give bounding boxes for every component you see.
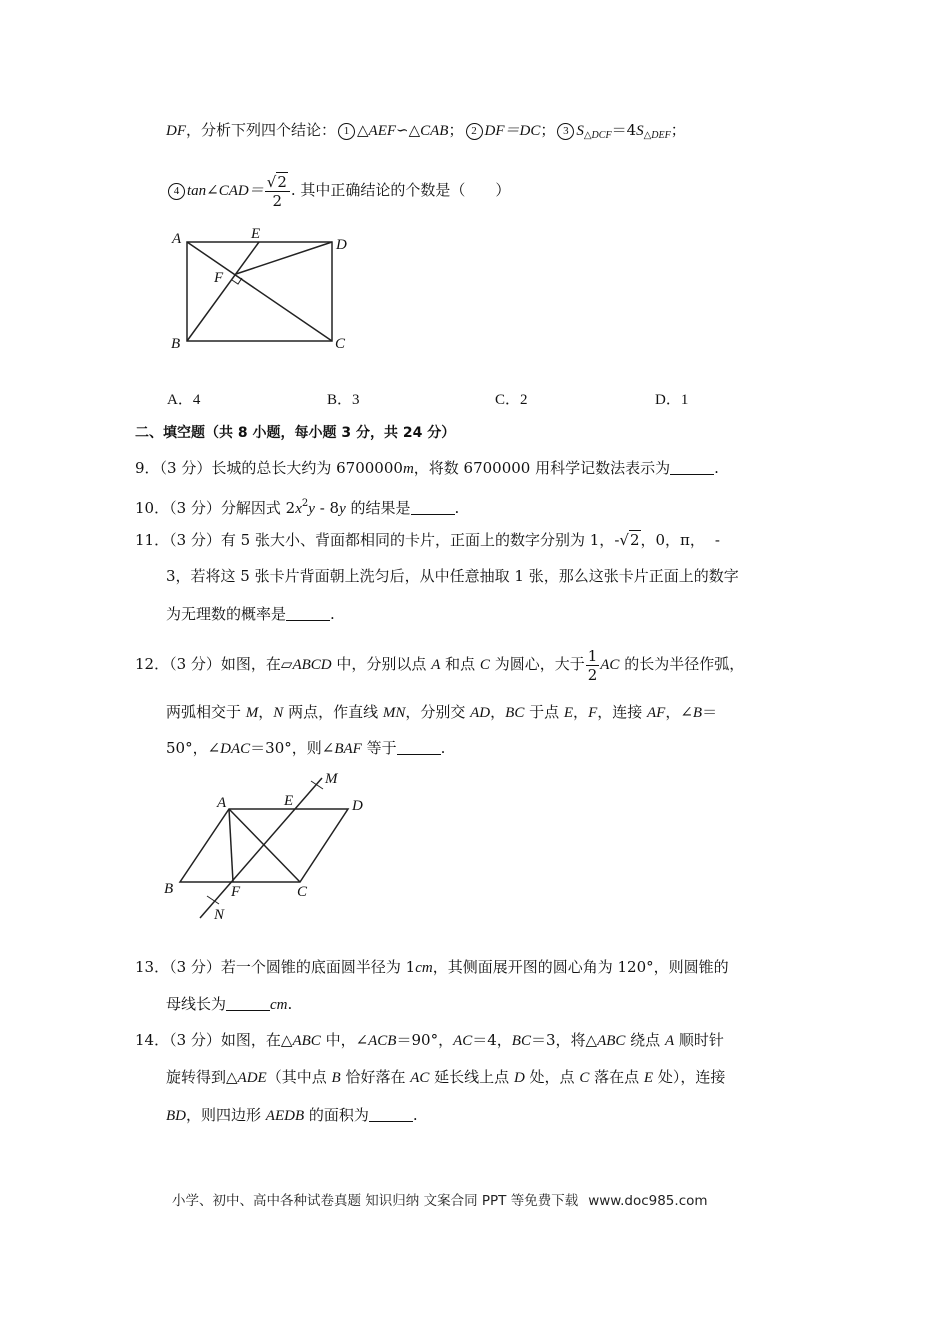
q13-unit: cm <box>415 960 433 976</box>
q14-text: 如图，在△ <box>220 1031 293 1049</box>
q8-intro-text: ，分析下列四个结论： <box>186 121 337 139</box>
q12-e: E <box>563 705 574 721</box>
q14-ade: ADE <box>237 1070 267 1086</box>
q12-b: B <box>692 705 703 721</box>
question-12-line-3 <box>166 738 445 759</box>
diagonal-ac <box>229 809 300 882</box>
question-14-line-2 <box>166 1067 725 1088</box>
q12-text: ＝ <box>702 703 718 721</box>
q12-mn: MN <box>382 705 406 721</box>
denominator: 2 <box>272 191 283 210</box>
period: . <box>330 605 335 623</box>
q10-text-b: 的结果是 <box>345 499 411 517</box>
q11-text: 有 5 张大小、背面都相同的卡片，正面上的数字分别为 1， <box>220 531 615 549</box>
q12-text: 于点 <box>524 703 564 721</box>
circled-3-icon: 3 <box>557 123 574 140</box>
question-11-line-2: 3，若将这 5 张卡片背面朝上洗匀后，从中任意抽取 1 张，那么这张卡片正面上的数字 <box>166 567 739 585</box>
q11-number: 11． <box>135 531 170 549</box>
radicand: 2 <box>277 172 287 191</box>
q12-text: 为圆心，大于 <box>489 655 585 673</box>
q9-score: （3 分） <box>159 459 212 477</box>
label-e: E <box>284 793 294 809</box>
q12-dac: DAC <box>220 741 251 757</box>
q12-c: C <box>479 657 490 673</box>
q12-text: 50°，∠ <box>166 739 221 757</box>
conclusion-3-sub1: △DCF <box>583 130 612 141</box>
question-12-line-2 <box>166 702 717 723</box>
q12-parallelogram-figure <box>155 765 380 930</box>
q13-number: 13． <box>135 958 170 976</box>
q9-text-b: ，将数 6700000 用科学记数法表示为 <box>413 459 671 477</box>
q14-text: 落在点 <box>589 1068 644 1086</box>
label-f: F <box>214 270 224 286</box>
q12-text: ，连接 <box>597 703 648 721</box>
conclusion-3-sub2: △DEF <box>643 130 671 141</box>
q12-baf: BAF <box>334 741 362 757</box>
conclusion-2: DF＝DC <box>484 123 541 139</box>
q12-text: ＝30°，则∠ <box>250 739 335 757</box>
q14-a: A <box>664 1033 675 1049</box>
q14-text: ＝3，将△ <box>530 1031 598 1049</box>
label-a: A <box>217 795 227 811</box>
q14-text: （其中点 <box>266 1068 332 1086</box>
q8-conclusions-line-1 <box>166 120 686 146</box>
period: . <box>287 995 293 1013</box>
q14-text: 处，点 <box>524 1068 580 1086</box>
line-af <box>229 809 233 882</box>
q9-text: 长城的总长大约为 6700000 <box>211 459 403 477</box>
q12-text: ，∠ <box>665 703 693 721</box>
question-9 <box>135 458 719 479</box>
q14-text: 顺时针 <box>674 1031 724 1049</box>
q14-bc: BC <box>511 1033 531 1049</box>
q10-text: 分解因式 2 <box>220 499 296 517</box>
q11-score: （3 分） <box>169 531 221 549</box>
q14-text: 旋转得到△ <box>166 1068 238 1086</box>
q12-text: ，分别交 <box>405 703 471 721</box>
q12-text: 两弧相交于 <box>166 703 246 721</box>
q14-abc: ABC <box>597 1033 626 1049</box>
q10-var-x: x <box>295 501 302 517</box>
label-d: D <box>352 798 363 814</box>
q13-text-b: ，其侧面展开图的圆心角为 120°，则圆锥的 <box>432 958 729 976</box>
q12-ad: AD <box>470 705 491 721</box>
q12-a: A <box>431 657 441 673</box>
q12-ac: AC <box>600 657 620 673</box>
label-m: M <box>325 771 338 787</box>
q12-answer-blank[interactable] <box>397 740 441 755</box>
period: . <box>714 459 719 477</box>
circled-4-icon: 4 <box>168 183 185 200</box>
half-fraction <box>586 647 600 684</box>
q12-text: 等于 <box>361 739 397 757</box>
conclusion-3-s2: S <box>636 123 644 139</box>
label-d: D <box>336 237 347 253</box>
question-11-line-1 <box>135 530 720 550</box>
q14-text: 绕点 <box>625 1031 665 1049</box>
q14-ac: AC <box>410 1070 430 1086</box>
separator: ； <box>670 121 686 139</box>
label-b: B <box>164 881 174 897</box>
minus-sign: - <box>614 531 620 549</box>
q14-e: E <box>643 1070 654 1086</box>
line-be <box>187 242 259 341</box>
conclusion-3-s1: S <box>576 123 584 139</box>
label-c: C <box>297 884 308 900</box>
question-13-line-1 <box>135 957 729 978</box>
q14-text: 中，∠ <box>320 1031 369 1049</box>
circled-1-icon: 1 <box>338 123 355 140</box>
period: . <box>412 1106 418 1124</box>
label-c: C <box>335 336 346 352</box>
q8-conclusions-line-2 <box>166 172 510 210</box>
period: . <box>440 739 446 757</box>
q12-text: ， <box>258 703 274 721</box>
q10-exponent: 2 <box>301 498 309 509</box>
q12-text: 如图，在 <box>220 655 281 673</box>
q14-text: 延长线上点 <box>429 1068 514 1086</box>
q12-abcd: ABCD <box>292 657 332 673</box>
question-13-line-2 <box>166 994 292 1015</box>
q12-text: ， <box>573 703 589 721</box>
q12-n: N <box>273 705 284 721</box>
q12-number: 12． <box>135 655 170 673</box>
label-b: B <box>171 336 181 352</box>
q12-bc: BC <box>505 705 525 721</box>
q14-text: ＝90°， <box>396 1031 454 1049</box>
denominator: 2 <box>587 665 598 684</box>
q12-m: M <box>245 705 259 721</box>
separator: ； <box>540 121 556 139</box>
question-11-line-3 <box>166 604 335 624</box>
minus-sign: - <box>714 531 720 549</box>
q8-rectangle-figure <box>160 220 360 360</box>
separator: ； <box>448 121 464 139</box>
q10-score: （3 分） <box>169 499 221 517</box>
q12-text: ， <box>490 703 506 721</box>
option-b[interactable]: B．3 <box>327 392 360 408</box>
numerator: 1 <box>587 646 598 665</box>
question-12-line-1 <box>135 646 744 684</box>
q14-bd: BD <box>166 1108 186 1124</box>
option-c[interactable]: C．2 <box>495 392 528 408</box>
q11-text-b: ，0，π， <box>640 531 705 549</box>
q14-c: C <box>579 1070 590 1086</box>
sqrt2-over-2-fraction <box>265 173 290 210</box>
q14-b: B <box>331 1070 341 1086</box>
q9-unit: m <box>402 461 414 477</box>
q14-answer-blank[interactable] <box>369 1107 413 1122</box>
q12-text: 的长为半径作弧， <box>619 655 745 673</box>
q10-answer-blank[interactable] <box>411 500 455 515</box>
option-a[interactable]: A．4 <box>167 392 201 408</box>
q14-text: ，则四边形 <box>186 1106 266 1124</box>
label-n: N <box>214 907 225 923</box>
q13-unit: cm <box>270 997 288 1013</box>
question-14-line-1 <box>135 1030 724 1051</box>
q8-df-label: DF <box>166 123 186 139</box>
sqrt-icon: √2 <box>266 172 287 191</box>
section-2-title: 二、填空题（共 8 小题，每小题 3 分，共 24 分） <box>135 425 456 441</box>
q14-abc: ABC <box>292 1033 321 1049</box>
radicand: 2 <box>629 531 640 549</box>
q10-var-y2: y <box>339 501 346 517</box>
option-d[interactable]: D．1 <box>655 392 689 408</box>
q14-text: 恰好落在 <box>340 1068 411 1086</box>
q10-var-y: y <box>308 501 315 517</box>
q10-minus: - 8 <box>314 499 340 517</box>
line-df <box>236 242 332 274</box>
q14-number: 14． <box>135 1031 170 1049</box>
q12-text: 和点 <box>440 655 480 673</box>
conclusion-4: tan∠CAD＝ <box>187 183 264 199</box>
q12-f: F <box>588 705 598 721</box>
q14-acb: ACB <box>368 1033 397 1049</box>
q11-answer-blank[interactable] <box>286 606 330 621</box>
q12-score: （3 分） <box>169 655 221 673</box>
q14-aedb: AEDB <box>265 1108 305 1124</box>
q12-af: AF <box>647 705 666 721</box>
q12-text: 两点，作直线 <box>283 703 383 721</box>
sqrt-icon: √2 <box>619 531 640 549</box>
footer-text: 小学、初中、高中各种试卷真题 知识归纳 文案合同 PPT 等免费下载 <box>172 1193 579 1209</box>
conclusion-3-eq: ＝4 <box>611 121 637 139</box>
q14-text: ＝4， <box>472 1031 512 1049</box>
q13-score: （3 分） <box>169 958 221 976</box>
q14-d: D <box>513 1070 525 1086</box>
q12-text: 中，分别以点 <box>331 655 432 673</box>
question-14-line-3 <box>166 1105 418 1126</box>
label-f: F <box>231 884 241 900</box>
q9-number: 9． <box>135 459 160 477</box>
q14-text: 的面积为 <box>304 1106 369 1124</box>
parallelogram-icon: ▱ <box>280 655 293 673</box>
circled-2-icon: 2 <box>466 123 483 140</box>
diagonal-ac <box>187 242 332 341</box>
label-a: A <box>172 231 182 247</box>
q8-question-tail: . 其中正确结论的个数是（ ） <box>290 181 511 199</box>
period: . <box>454 499 460 517</box>
footer-link[interactable]: www.doc985.com <box>588 1193 708 1209</box>
label-e: E <box>251 226 261 242</box>
footer <box>172 1191 708 1211</box>
q10-number: 10． <box>135 499 170 517</box>
q13-text-c: 母线长为 <box>166 995 227 1013</box>
q13-answer-blank[interactable] <box>226 996 270 1011</box>
q9-answer-blank[interactable] <box>670 460 714 475</box>
q14-text: 处），连接 <box>653 1068 726 1086</box>
conclusion-1: △AEF∽△CAB <box>357 123 449 139</box>
q14-ac: AC <box>453 1033 473 1049</box>
q11-text-c: 为无理数的概率是 <box>166 605 287 623</box>
q14-score: （3 分） <box>169 1031 221 1049</box>
question-10 <box>135 494 459 519</box>
q13-text: 若一个圆锥的底面圆半径为 1 <box>220 958 416 976</box>
